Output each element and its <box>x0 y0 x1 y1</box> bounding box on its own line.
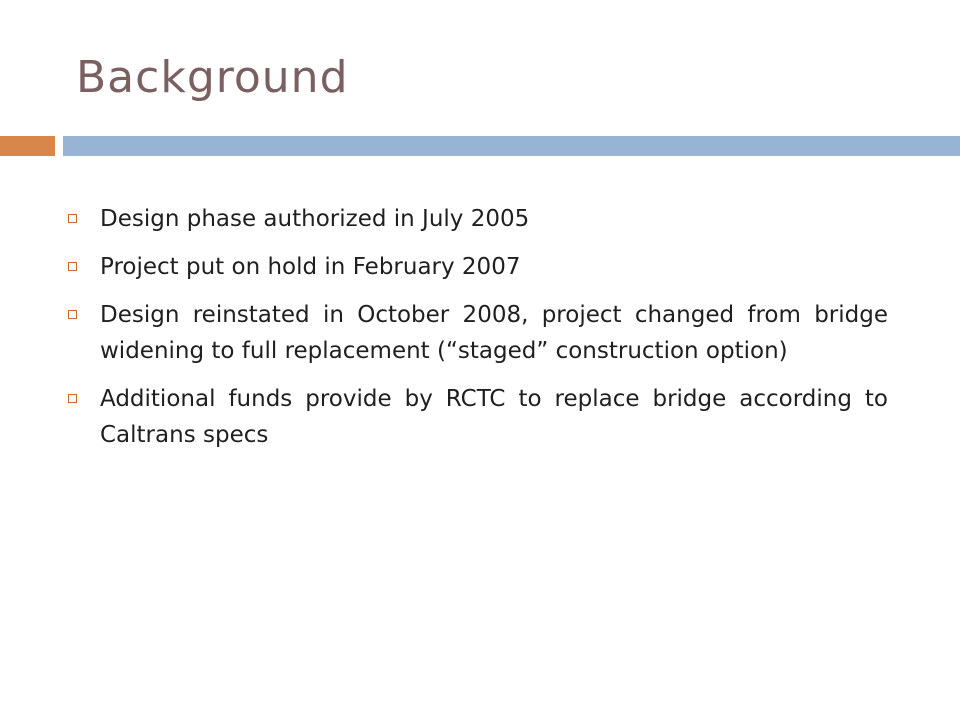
hollow-square-bullet-icon <box>68 214 77 223</box>
bullet-item-reinstated <box>68 297 888 369</box>
bullet-text: Project put on hold in February 2007 <box>100 254 521 280</box>
bullet-list <box>68 201 888 465</box>
title-accent-bar-blue <box>63 136 960 156</box>
bullet-item-on-hold <box>68 249 888 285</box>
title-accent-bar-orange <box>0 136 55 156</box>
bullet-item-design-phase <box>68 201 888 237</box>
hollow-square-bullet-icon <box>68 310 77 319</box>
bullet-item-additional-funds <box>68 381 888 453</box>
slide-title: Background <box>76 52 349 103</box>
bullet-text: Design reinstated in October 2008, project changed from bridge widening to full replacement (“staged” construction option) <box>100 302 888 364</box>
bullet-text: Additional funds provide by RCTC to replace bridge according to Caltrans specs <box>100 386 888 448</box>
bullet-text: Design phase authorized in July 2005 <box>100 206 530 232</box>
hollow-square-bullet-icon <box>68 262 77 271</box>
hollow-square-bullet-icon <box>68 394 77 403</box>
